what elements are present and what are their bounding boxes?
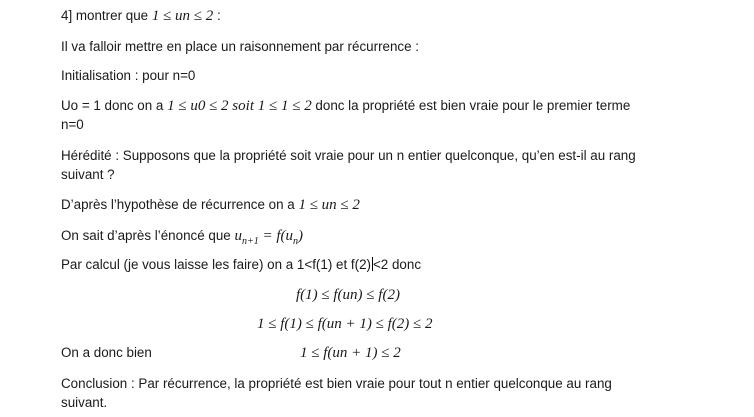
math-hypothese: 1 ≤ un ≤ 2	[298, 197, 360, 213]
math-u0: 1 ≤ u0 ≤ 2 soit 1 ≤ 1 ≤ 2	[167, 98, 312, 114]
conclusion-end-line: suivant.	[61, 395, 108, 410]
hypothese-line: D’après l’hypothèse de récurrence on a 1 ≤ un ≤ 2	[61, 197, 360, 213]
initialisation-line: Initialisation : pour n=0	[61, 68, 196, 83]
equation-2: 1 ≤ f(1) ≤ f(un + 1) ≤ f(2) ≤ 2	[257, 316, 433, 332]
math-recurrence: $u_{n+1} = f(u_n)$	[234, 228, 303, 247]
intro-line: Il va falloir mettre en place un raisonnement par récurrence :	[61, 39, 420, 54]
enonce-line: On sait d’après l’énoncé que $u_{n+1} = f(u_n)$	[61, 228, 303, 247]
n0-line: n=0	[61, 117, 84, 132]
donc-bien-line: On a donc bien	[61, 345, 152, 360]
conclusion-line: Conclusion : Par récurrence, la propriété est bien vraie pour tout n entier quelconque au rang	[61, 376, 612, 391]
u0-line: Uo = 1 donc on a 1 ≤ u0 ≤ 2 soit 1 ≤ 1 ≤ 2 donc la propriété est bien vraie pour le premier terme	[61, 98, 631, 114]
equation-1: f(1) ≤ f(un) ≤ f(2)	[296, 287, 400, 303]
question-line: 4] montrer que 1 ≤ un ≤ 2 :	[61, 8, 221, 24]
math-inequality: 1 ≤ un ≤ 2	[151, 8, 214, 24]
equation-3: 1 ≤ f(un + 1) ≤ 2	[300, 345, 401, 361]
suivant-line: suivant ?	[61, 167, 115, 182]
calcul-line: Par calcul (je vous laisse les faire) on a 1<f(1) et f(2) <2 donc	[61, 257, 422, 272]
heredite-line: Hérédité : Supposons que la propriété soit vraie pour un n entier quelconque, qu’en est-il au rang	[61, 148, 636, 163]
